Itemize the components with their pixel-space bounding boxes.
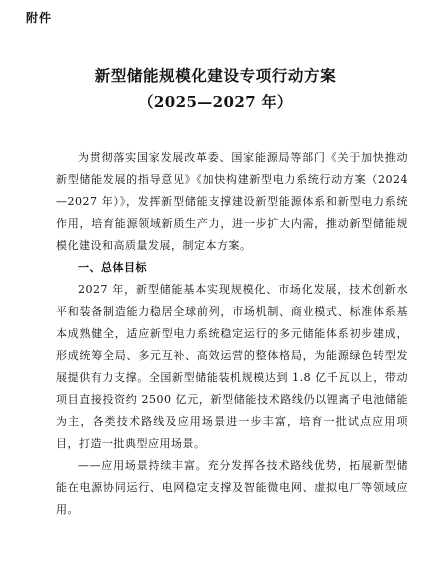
document-title: 新型储能规模化建设专项行动方案	[94, 66, 337, 85]
document-body	[56, 147, 408, 521]
attachment-label: 附件	[26, 11, 53, 25]
document-subtitle: （2025—2027 年）	[138, 93, 293, 111]
scenario-paragraph: ——应用场景持续丰富。充分发挥各技术路线优势，拓展新型储能在电源协同运行、电网稳定支撑及智能微电网、虚拟电厂等领域应用。	[56, 459, 408, 516]
intro-paragraph: 为贯彻落实国家发展改革委、国家能源局等部门《关于加快推动新型储能发展的指导意见》《加快构建新型电力系统行动方案（2024—2027 年）》，发挥新型储能支撑建设新型能源体系和新型电力系统作用，培育能源领域新质生产力，进一步扩大内需，推动新型储能规模化建设和高质量发展，制定本方案。	[56, 151, 408, 252]
goal-paragraph: 2027 年，新型储能基本实现规模化、市场化发展，技术创新水平和装备制造能力稳居全球前列，市场机制、商业模式、标准体系基本成熟健全，适应新型电力系统稳定运行的多元储能体系初步建成，形成统筹全局、多元互补、高效运营的整体格局，为能源绿色转型发展提供有力支撑。全国新型储能装机规模达到 1.8 亿千瓦以上，带动项目直接投资约 2500 亿元，新型储能技术路线仍以锂离子电池储能为主，各类技术路线及应用场景进一步丰富，培育一批试点应用项目，打造一批典型应用场景。	[56, 283, 408, 450]
section-heading: 一、总体目标	[78, 261, 147, 274]
